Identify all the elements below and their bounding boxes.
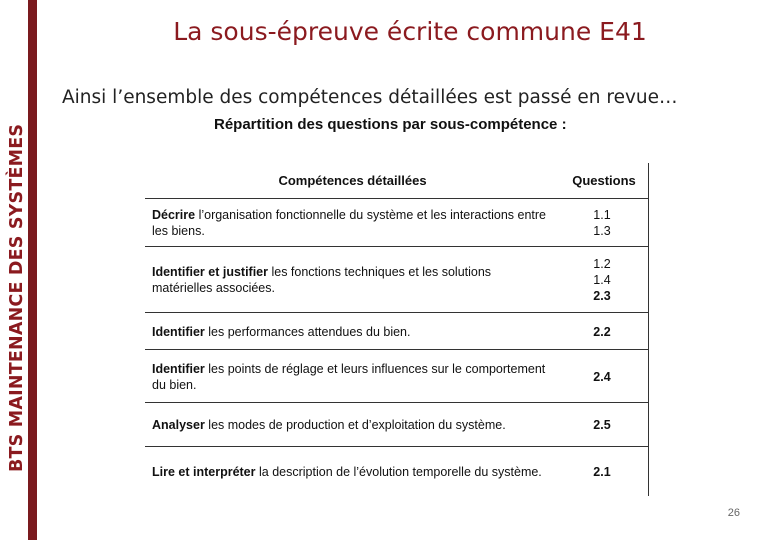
- question-number: 2.5: [593, 418, 611, 432]
- table-row: [145, 314, 648, 350]
- row-description: [152, 314, 552, 349]
- row-questions: [565, 314, 639, 349]
- table-row: [145, 200, 648, 247]
- question-number: 2.1: [593, 465, 611, 479]
- row-text: les performances attendues du bien.: [204, 324, 411, 339]
- question-number: 2.4: [593, 369, 611, 384]
- row-description: [152, 448, 552, 496]
- question-number: 1.3: [593, 224, 611, 238]
- page-number: 26: [727, 507, 740, 519]
- row-text: l’organisation fonctionnelle du système et les interactions entre les biens.: [152, 208, 546, 238]
- row-description: [152, 248, 552, 312]
- row-verb: Décrire: [152, 208, 196, 222]
- row-verb: Lire et interpréter: [152, 465, 256, 479]
- row-verb: Identifier et justifier: [152, 265, 268, 279]
- question-number: 1.2: [593, 257, 611, 271]
- row-verb: Identifier: [152, 361, 205, 376]
- table-caption: Répartition des questions par sous-compétence :: [214, 116, 567, 133]
- row-questions: [565, 448, 639, 496]
- row-description: [152, 404, 552, 446]
- row-text: les points de réglage et leurs influences sur le comportement du bien.: [152, 361, 546, 392]
- question-number: 2.2: [593, 324, 611, 339]
- row-questions: [565, 351, 639, 402]
- question-number: 1.4: [593, 273, 611, 287]
- row-questions: [565, 404, 639, 446]
- row-description: [152, 200, 552, 246]
- header-competences: Compétences détaillées: [278, 173, 427, 188]
- row-description: [152, 351, 552, 402]
- header-questions: Questions: [572, 173, 636, 188]
- intro-text: Ainsi l’ensemble des compétences détaillées est passé en revue…: [62, 87, 678, 108]
- table-row: [145, 448, 648, 496]
- side-label: BTS MAINTENANCE DES SYSTÈMES: [7, 123, 27, 472]
- row-text: les modes de production et d’exploitation du système.: [204, 418, 506, 432]
- question-number: 1.1: [593, 208, 611, 222]
- row-text: les fonctions techniques et les solutions matérielles associées.: [152, 265, 492, 295]
- question-number: 2.3: [593, 289, 611, 303]
- table-row: [145, 404, 648, 447]
- row-verb: Identifier: [152, 324, 205, 339]
- table-row: [145, 248, 648, 313]
- table-row: [145, 351, 648, 403]
- row-questions: [565, 200, 639, 246]
- row-verb: Analyser: [152, 418, 205, 432]
- table-header: [145, 163, 648, 199]
- row-questions: [565, 248, 639, 312]
- row-text: la description de l’évolution temporelle du système.: [255, 465, 542, 479]
- slide-title: La sous-épreuve écrite commune E41: [173, 17, 647, 46]
- competence-table: [145, 163, 649, 496]
